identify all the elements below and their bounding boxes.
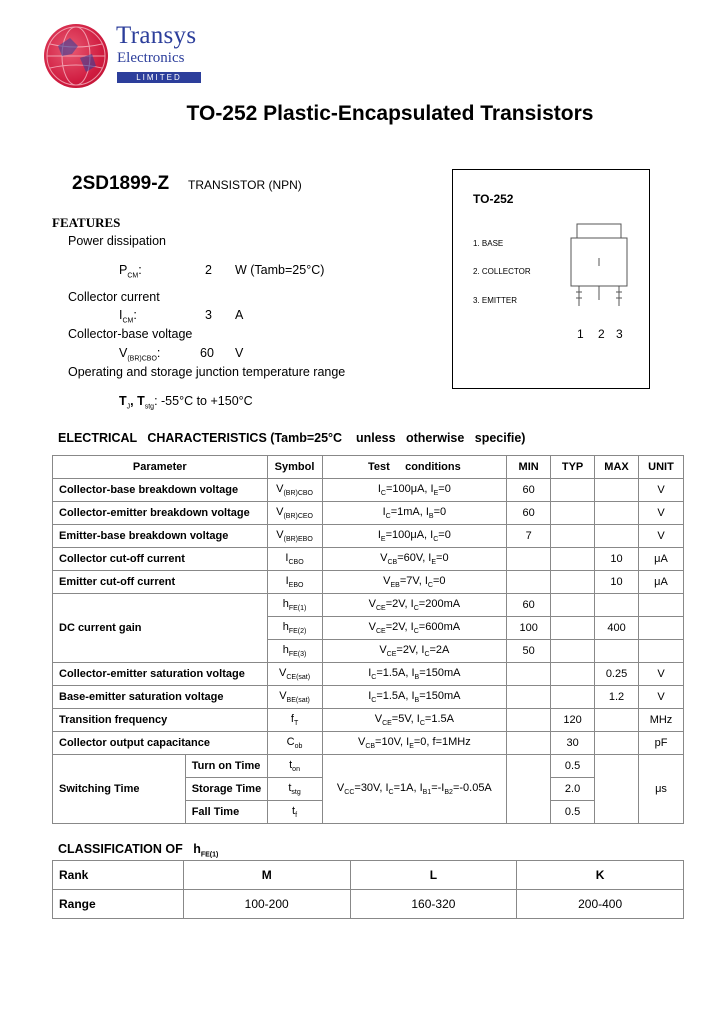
company-subname: Electronics bbox=[117, 50, 185, 66]
param-cell: Base-emitter saturation voltage bbox=[53, 686, 268, 709]
part-number: 2SD1899-Z bbox=[72, 173, 170, 194]
param-cell: Transition frequency bbox=[53, 709, 268, 732]
vcbo-symbol: $V_{(BR)CBO}$: bbox=[119, 346, 161, 363]
typ-cell: 2.0 bbox=[551, 778, 595, 801]
icm-value: 3 bbox=[205, 308, 212, 322]
rank-cell: K bbox=[517, 861, 684, 890]
min-cell: 7 bbox=[507, 525, 551, 548]
min-cell: 60 bbox=[507, 502, 551, 525]
condition-cell: $V_{CE}=2V$, $I_C=2A$ bbox=[322, 640, 507, 663]
symbol-cell: $I_{CBO}$ bbox=[267, 548, 322, 571]
package-diagram-box bbox=[452, 169, 650, 389]
condition-cell: $I_C=1mA$, $I_B=0$ bbox=[322, 502, 507, 525]
unit-cell: μs bbox=[639, 755, 684, 824]
table-row bbox=[53, 755, 684, 778]
symbol-cell: $V_{(BR)CBO}$ bbox=[267, 479, 322, 502]
symbol-cell: $h_{FE(3)}$ bbox=[267, 640, 322, 663]
unit-cell: V bbox=[639, 686, 684, 709]
pin-2-label: 2. COLLECTOR bbox=[473, 267, 531, 276]
symbol-cell: $h_{FE(2)}$ bbox=[267, 617, 322, 640]
ec-heading: ELECTRICAL CHARACTERISTICS (Tamb=25°C unless otherwise specifie) bbox=[58, 431, 526, 445]
header-unit: UNIT bbox=[639, 456, 684, 479]
rank-label: Rank bbox=[53, 861, 184, 890]
condition-cell: $V_{CE}=2V$, $I_C=600mA$ bbox=[322, 617, 507, 640]
temperature-range-label: Operating and storage junction temperature range bbox=[68, 365, 346, 379]
globe-icon bbox=[44, 24, 108, 88]
vcbo-value: 60 bbox=[200, 346, 214, 360]
rank-cell: M bbox=[183, 861, 350, 890]
condition-cell: $V_{CE}=2V$, $I_C=200mA$ bbox=[322, 594, 507, 617]
param-cell: Emitter cut-off current bbox=[53, 571, 268, 594]
unit-cell: μA bbox=[639, 571, 684, 594]
range-label: Range bbox=[53, 890, 184, 919]
sub-param-cell: Fall Time bbox=[185, 801, 267, 824]
condition-cell: $V_{CB}=60V$, $I_E=0$ bbox=[322, 548, 507, 571]
icm-unit: A bbox=[235, 308, 244, 322]
symbol-cell: $I_{EBO}$ bbox=[267, 571, 322, 594]
max-cell: 1.2 bbox=[595, 686, 639, 709]
table-row bbox=[53, 502, 684, 525]
classification-heading: CLASSIFICATION OF $h_{FE(1)}$ bbox=[58, 842, 219, 859]
table-row bbox=[53, 525, 684, 548]
table-row bbox=[53, 663, 684, 686]
power-dissipation-label: Power dissipation bbox=[68, 234, 166, 248]
sub-param-cell: Turn on Time bbox=[185, 755, 267, 778]
typ-cell: 30 bbox=[551, 732, 595, 755]
param-cell: Switching Time bbox=[53, 755, 186, 824]
symbol-cell: $t_{on}$ bbox=[267, 755, 322, 778]
table-row bbox=[53, 732, 684, 755]
header-parameter: Parameter bbox=[53, 456, 268, 479]
max-cell: 10 bbox=[595, 571, 639, 594]
param-cell: DC current gain bbox=[53, 594, 268, 663]
symbol-cell: $C_{ob}$ bbox=[267, 732, 322, 755]
min-cell: 50 bbox=[507, 640, 551, 663]
unit-cell: μA bbox=[639, 548, 684, 571]
table-row bbox=[53, 686, 684, 709]
pin-number-3: 3 bbox=[616, 327, 623, 341]
condition-cell: $I_C=1.5A$, $I_B=150mA$ bbox=[322, 663, 507, 686]
symbol-cell: $V_{BE(sat)}$ bbox=[267, 686, 322, 709]
company-name: Transys bbox=[116, 22, 197, 49]
symbol-cell: $V_{(BR)CEO}$ bbox=[267, 502, 322, 525]
pcm-value: 2 bbox=[205, 263, 212, 277]
package-title: TO-252 bbox=[473, 192, 514, 206]
table-header-row bbox=[53, 456, 684, 479]
rank-cell: L bbox=[350, 861, 517, 890]
unit-cell: pF bbox=[639, 732, 684, 755]
header-typ: TYP bbox=[551, 456, 595, 479]
unit-cell: V bbox=[639, 525, 684, 548]
header-conditions: Test conditions bbox=[322, 456, 507, 479]
range-cell: 200-400 bbox=[517, 890, 684, 919]
part-type: TRANSISTOR (NPN) bbox=[188, 178, 302, 192]
min-cell: 100 bbox=[507, 617, 551, 640]
to252-package-icon bbox=[563, 222, 633, 318]
sub-param-cell: Storage Time bbox=[185, 778, 267, 801]
param-cell: Emitter-base breakdown voltage bbox=[53, 525, 268, 548]
min-cell: 60 bbox=[507, 479, 551, 502]
temperature-range-value: $T_J$, $T_{stg}$: -55°C to +150°C bbox=[119, 394, 253, 411]
collector-current-label: Collector current bbox=[68, 290, 160, 304]
typ-cell: 0.5 bbox=[551, 755, 595, 778]
condition-cell: $I_C=100\mu A$, $I_E=0$ bbox=[322, 479, 507, 502]
pin-number-2: 2 bbox=[598, 327, 605, 341]
vcbo-unit: V bbox=[235, 346, 244, 360]
icm-symbol: $I_{CM}$: bbox=[119, 308, 137, 325]
max-cell: 0.25 bbox=[595, 663, 639, 686]
symbol-cell: $V_{(BR)EBO}$ bbox=[267, 525, 322, 548]
header-symbol: Symbol bbox=[267, 456, 322, 479]
condition-cell: $V_{CC}=30V$, $I_C=1A$, $I_{B1}=-I_{B2}=-0.05A$ bbox=[322, 755, 507, 824]
unit-cell: V bbox=[639, 479, 684, 502]
range-cell: 160-320 bbox=[350, 890, 517, 919]
unit-cell: V bbox=[639, 502, 684, 525]
company-logo-globe bbox=[44, 24, 108, 88]
symbol-cell: $f_T$ bbox=[267, 709, 322, 732]
pcm-unit: W (Tamb=25°C) bbox=[235, 263, 325, 277]
max-cell: 10 bbox=[595, 548, 639, 571]
typ-cell: 0.5 bbox=[551, 801, 595, 824]
param-cell: Collector-emitter saturation voltage bbox=[53, 663, 268, 686]
param-cell: Collector-base breakdown voltage bbox=[53, 479, 268, 502]
table-row bbox=[53, 709, 684, 732]
pin-number-1: 1 bbox=[577, 327, 584, 341]
max-cell: 400 bbox=[595, 617, 639, 640]
table-row bbox=[53, 479, 684, 502]
condition-cell: $I_C=1.5A$, $I_B=150mA$ bbox=[322, 686, 507, 709]
symbol-cell: $h_{FE(1)}$ bbox=[267, 594, 322, 617]
condition-cell: $V_{EB}=7V$, $I_C=0$ bbox=[322, 571, 507, 594]
rank-row bbox=[53, 861, 684, 890]
page-title: TO-252 Plastic-Encapsulated Transistors bbox=[186, 102, 594, 125]
table-row bbox=[53, 548, 684, 571]
pcm-symbol: $P_{CM}$: bbox=[119, 263, 142, 280]
header-min: MIN bbox=[507, 456, 551, 479]
symbol-cell: $t_f$ bbox=[267, 801, 322, 824]
param-cell: Collector cut-off current bbox=[53, 548, 268, 571]
unit-cell: V bbox=[639, 663, 684, 686]
min-cell: 60 bbox=[507, 594, 551, 617]
pin-1-label: 1. BASE bbox=[473, 239, 504, 248]
condition-cell: $V_{CE}=5V$, $I_C=1.5A$ bbox=[322, 709, 507, 732]
param-cell: Collector-emitter breakdown voltage bbox=[53, 502, 268, 525]
classification-table bbox=[52, 860, 684, 919]
features-heading: FEATURES bbox=[52, 215, 121, 230]
condition-cell: $V_{CB}=10V$, $I_E=0$, f=1MHz bbox=[322, 732, 507, 755]
condition-cell: $I_E=100\mu A$, $I_C=0$ bbox=[322, 525, 507, 548]
typ-cell: 120 bbox=[551, 709, 595, 732]
param-cell: Collector output capacitance bbox=[53, 732, 268, 755]
table-row bbox=[53, 594, 684, 617]
pin-3-label: 3. EMITTER bbox=[473, 296, 518, 305]
table-row bbox=[53, 571, 684, 594]
range-row bbox=[53, 890, 684, 919]
header-max: MAX bbox=[595, 456, 639, 479]
symbol-cell: $V_{CE(sat)}$ bbox=[267, 663, 322, 686]
symbol-cell: $t_{stg}$ bbox=[267, 778, 322, 801]
range-cell: 100-200 bbox=[183, 890, 350, 919]
unit-cell: MHz bbox=[639, 709, 684, 732]
electrical-characteristics-table bbox=[52, 455, 684, 824]
company-limited-bar: LIMITED bbox=[117, 72, 201, 83]
collector-base-voltage-label: Collector-base voltage bbox=[68, 327, 193, 341]
